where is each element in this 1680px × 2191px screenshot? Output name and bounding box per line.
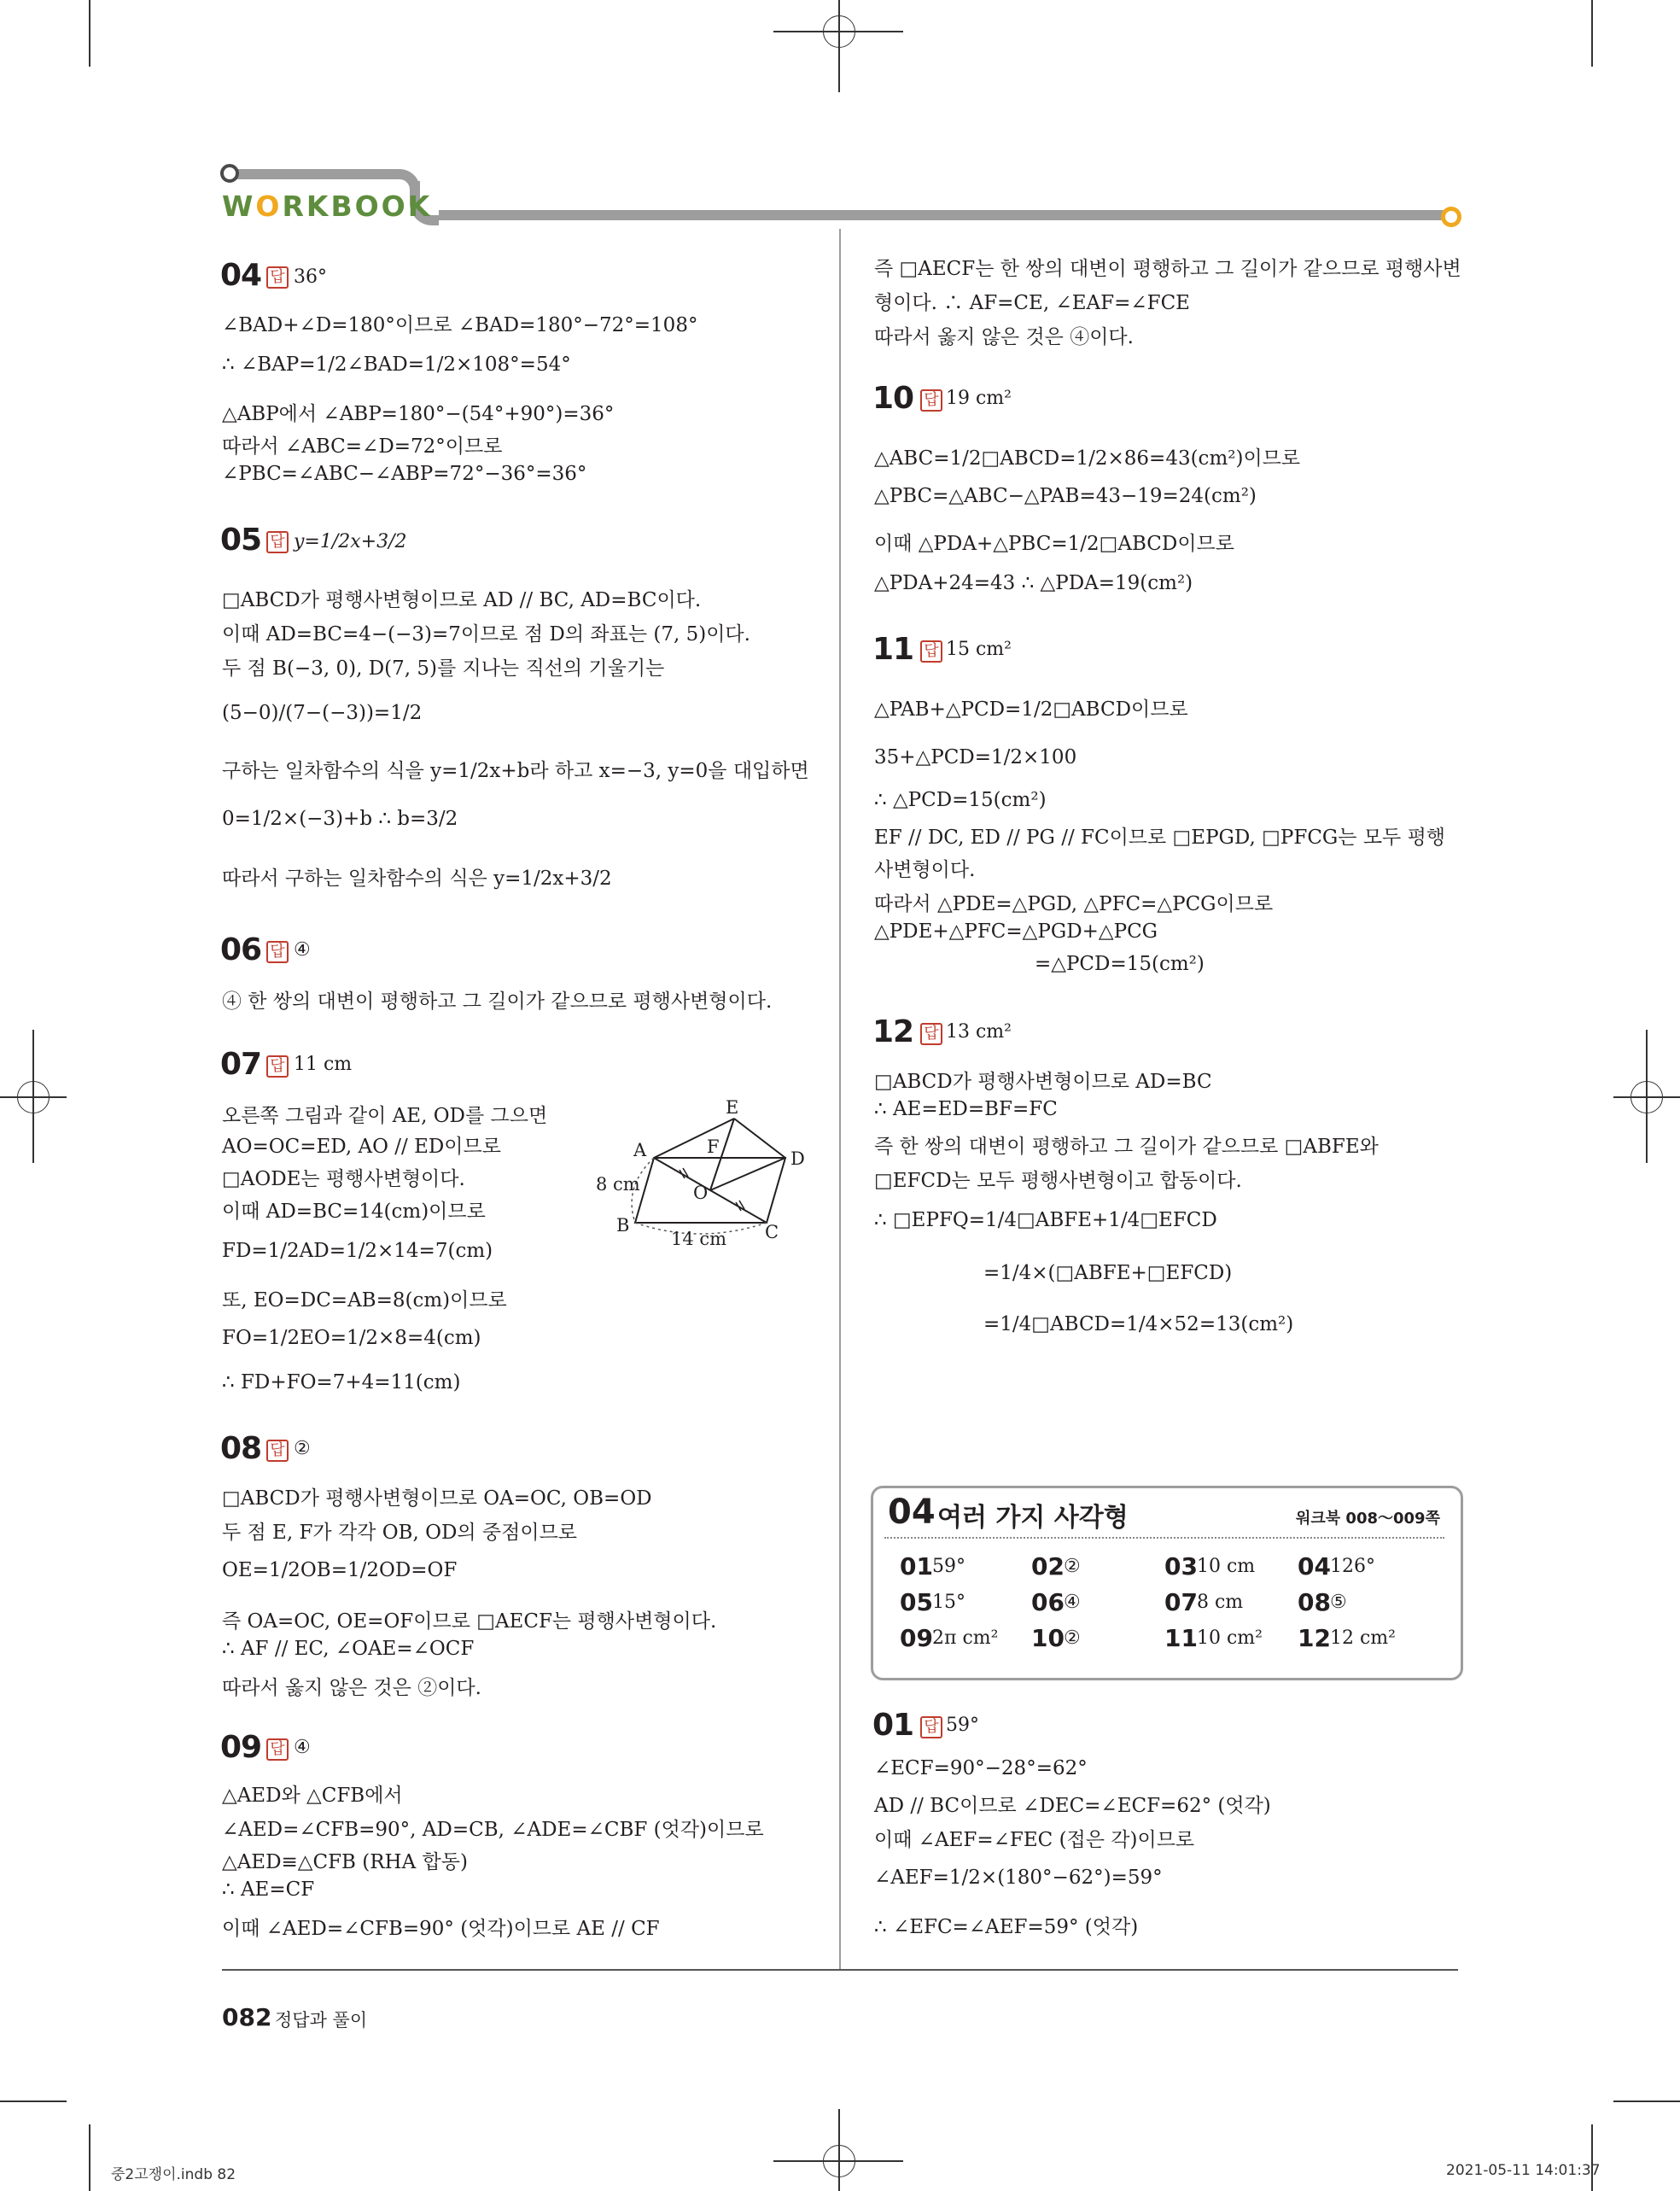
figure-label-B: B bbox=[616, 1215, 630, 1236]
solution-line: 이때 ∠AEF=∠FEC (접은 각)이므로 bbox=[874, 1829, 1195, 1851]
page-label: 정답과 풀이 bbox=[275, 2010, 368, 2030]
solution-line: ∠AED=∠CFB=90°, AD=CB, ∠ADE=∠CBF (엇각)이므로 bbox=[222, 1819, 764, 1841]
solution-line: 이때 AD=BC=4−(−3)=7이므로 점 D의 좌표는 (7, 5)이다. bbox=[222, 623, 750, 646]
solution-line: (5−0)/(7−(−3))=1/2 bbox=[222, 702, 423, 724]
answer-badge: 답 bbox=[266, 1055, 289, 1078]
summary-item-value: ④ bbox=[1064, 1592, 1081, 1613]
answer-badge: 답 bbox=[920, 1716, 942, 1738]
summary-item-value: 59° bbox=[932, 1556, 965, 1577]
solution-line: 따라서 ∠ABC=∠D=72°이므로 bbox=[222, 435, 503, 458]
solution-line: 두 점 B(−3, 0), D(7, 5)를 지나는 직선의 기울기는 bbox=[222, 657, 665, 680]
solution-line: ∠PBC=∠ABC−∠ABP=72°−36°=36° bbox=[222, 463, 587, 485]
problem-number: 04 bbox=[220, 258, 262, 293]
solution-line: 오른쪽 그림과 같이 AE, OD를 그으면 bbox=[222, 1105, 548, 1127]
problem-number: 11 bbox=[872, 632, 914, 667]
solution-line: =△PCD=15(cm²) bbox=[1035, 953, 1205, 975]
registration-mark bbox=[1630, 1081, 1663, 1113]
answer-value: 11 cm bbox=[294, 1054, 353, 1075]
crop-mark bbox=[0, 2100, 67, 2102]
figure-label-F: F bbox=[707, 1136, 720, 1157]
figure-side-length: 8 cm bbox=[596, 1174, 640, 1195]
summary-item-number: 12 bbox=[1298, 1624, 1331, 1652]
summary-item-value: ⑤ bbox=[1330, 1592, 1347, 1613]
summary-section-number: 04 bbox=[888, 1493, 936, 1532]
crop-mark bbox=[1613, 2100, 1680, 2102]
summary-item-value: 2π cm² bbox=[932, 1627, 999, 1649]
summary-item-number: 03 bbox=[1164, 1552, 1198, 1580]
summary-item-value: ② bbox=[1064, 1556, 1081, 1577]
solution-line: 두 점 E, F가 각각 OB, OD의 중점이므로 bbox=[222, 1522, 577, 1544]
solution-line: △PBC=△ABC−△PAB=43−19=24(cm²) bbox=[874, 485, 1257, 507]
summary-item-number: 09 bbox=[900, 1624, 933, 1652]
solution-line: 따라서 옳지 않은 것은 ④이다. bbox=[874, 326, 1134, 348]
column-divider bbox=[839, 229, 841, 1971]
solution-line: ∴ FD+FO=7+4=11(cm) bbox=[222, 1371, 461, 1393]
summary-item-number: 01 bbox=[900, 1552, 933, 1580]
summary-item-number: 05 bbox=[900, 1588, 933, 1616]
crop-mark bbox=[1591, 2124, 1593, 2191]
summary-item-number: 08 bbox=[1298, 1588, 1331, 1616]
figure-label-C: C bbox=[765, 1222, 779, 1242]
solution-line: ∴ □EPFQ=1/4□ABFE+1/4□EFCD bbox=[874, 1209, 1217, 1231]
solution-line: □ABCD가 평행사변형이므로 AD=BC bbox=[874, 1071, 1212, 1093]
solution-line: △PAB+△PCD=1/2□ABCD이므로 bbox=[874, 698, 1188, 721]
answer-value: ② bbox=[294, 1438, 311, 1459]
answer-badge: 답 bbox=[266, 1440, 289, 1462]
answer-badge: 답 bbox=[920, 1023, 942, 1045]
summary-item-value: 12 cm² bbox=[1330, 1627, 1396, 1649]
solution-line: 따라서 구하는 일차함수의 식은 y=1/2x+3/2 bbox=[222, 868, 612, 890]
problem-number: 09 bbox=[220, 1730, 262, 1765]
header-rule bbox=[439, 210, 1450, 220]
problem-number: 12 bbox=[872, 1014, 914, 1049]
summary-item-number: 11 bbox=[1164, 1624, 1198, 1652]
summary-title: 여러 가지 사각형 bbox=[937, 1503, 1129, 1533]
solution-line: □ABCD가 평행사변형이므로 AD // BC, AD=BC이다. bbox=[222, 589, 702, 611]
summary-item-value: 126° bbox=[1330, 1556, 1375, 1577]
problem-number: 01 bbox=[872, 1708, 914, 1743]
summary-item-number: 10 bbox=[1031, 1624, 1065, 1652]
figure-label-D: D bbox=[790, 1148, 805, 1169]
solution-line: 35+△PCD=1/2×100 bbox=[874, 746, 1077, 768]
solution-line: 형이다. ∴ AF=CE, ∠EAF=∠FCE bbox=[874, 292, 1190, 314]
solution-line: ④ 한 쌍의 대변이 평행하고 그 길이가 같으므로 평행사변형이다. bbox=[222, 990, 773, 1013]
solution-line: □EFCD는 모두 평행사변형이고 합동이다. bbox=[874, 1170, 1242, 1192]
answer-badge: 답 bbox=[920, 640, 942, 663]
solution-line: ∴ AF // EC, ∠OAE=∠OCF bbox=[222, 1638, 475, 1660]
summary-page-ref: 워크북 008～009쪽 bbox=[1296, 1510, 1440, 1528]
summary-item-value: 8 cm bbox=[1197, 1592, 1244, 1613]
solution-line: 구하는 일차함수의 식을 y=1/2x+b라 하고 x=−3, y=0을 대입하면 bbox=[222, 760, 809, 782]
summary-item-value: 10 cm bbox=[1197, 1556, 1256, 1577]
figure-base-length: 14 cm bbox=[671, 1229, 727, 1247]
solution-line: 0=1/2×(−3)+b ∴ b=3/2 bbox=[222, 808, 458, 830]
answer-value: 36° bbox=[294, 266, 327, 288]
solution-line: FD=1/2AD=1/2×14=7(cm) bbox=[222, 1240, 493, 1262]
problem-number: 08 bbox=[220, 1431, 262, 1466]
solution-line: △PDE+△PFC=△PGD+△PCG bbox=[874, 920, 1158, 943]
answer-value: ④ bbox=[294, 939, 311, 961]
solution-line: 따라서 △PDE=△PGD, △PFC=△PCG이므로 bbox=[874, 893, 1274, 915]
solution-line: EF // DC, ED // PG // FC이므로 □EPGD, □PFCG는 모두 평행 bbox=[874, 827, 1446, 849]
summary-item-number: 02 bbox=[1031, 1552, 1065, 1580]
solution-line: ∴ AE=ED=BF=FC bbox=[874, 1098, 1058, 1120]
solution-line: 따라서 옳지 않은 것은 ②이다. bbox=[222, 1677, 481, 1699]
solution-line: FO=1/2EO=1/2×8=4(cm) bbox=[222, 1327, 481, 1349]
solution-line: ∴ △PCD=15(cm²) bbox=[874, 789, 1047, 811]
registration-mark bbox=[17, 1081, 50, 1113]
print-slug-timestamp: 2021-05-11 14:01:37 bbox=[1446, 2162, 1601, 2179]
problem-number: 06 bbox=[220, 932, 262, 967]
header-dot-right bbox=[1441, 207, 1461, 227]
figure-label-E: E bbox=[726, 1097, 739, 1118]
solution-line: △AED와 △CFB에서 bbox=[222, 1785, 403, 1807]
solution-line: OE=1/2OB=1/2OD=OF bbox=[222, 1559, 458, 1581]
parallelogram-figure bbox=[589, 1093, 837, 1247]
solution-line: △AED≡△CFB (RHA 합동) bbox=[222, 1851, 468, 1873]
print-slug-file: 중2고쟁이.indb 82 bbox=[111, 2166, 236, 2183]
problem-number: 07 bbox=[220, 1047, 262, 1082]
summary-item-value: 15° bbox=[932, 1592, 965, 1613]
figure-label-A: A bbox=[633, 1140, 647, 1160]
solution-line: 즉 □AECF는 한 쌍의 대변이 평행하고 그 길이가 같으므로 평행사변 bbox=[874, 258, 1461, 280]
footer-rule bbox=[222, 1969, 1458, 1971]
summary-item-number: 04 bbox=[1298, 1552, 1331, 1580]
solution-line: ∠BAD+∠D=180°이므로 ∠BAD=180°−72°=108° bbox=[222, 314, 698, 336]
solution-line: 이때 △PDA+△PBC=1/2□ABCD이므로 bbox=[874, 533, 1234, 555]
answer-badge: 답 bbox=[266, 266, 289, 289]
answer-value: 19 cm² bbox=[946, 388, 1012, 409]
solution-line: ∠ECF=90°−28°=62° bbox=[874, 1757, 1088, 1779]
answer-badge: 답 bbox=[920, 389, 942, 412]
solution-line: =1/4×(□ABFE+□EFCD) bbox=[983, 1262, 1233, 1284]
answer-badge: 답 bbox=[266, 1738, 289, 1761]
solution-line: AO=OC=ED, AO // ED이므로 bbox=[222, 1136, 501, 1158]
answer-value: ④ bbox=[294, 1737, 311, 1758]
summary-item-value: 10 cm² bbox=[1197, 1627, 1263, 1649]
solution-line: ∴ ∠EFC=∠AEF=59° (엇각) bbox=[874, 1916, 1139, 1938]
crop-mark bbox=[89, 2124, 90, 2191]
solution-line: 사변형이다. bbox=[874, 859, 976, 881]
summary-separator bbox=[884, 1537, 1444, 1539]
solution-line: ∴ AE=CF bbox=[222, 1878, 315, 1901]
registration-mark bbox=[823, 2145, 855, 2177]
solution-line: 즉 한 쌍의 대변이 평행하고 그 길이가 같으므로 □ABFE와 bbox=[874, 1136, 1379, 1158]
solution-line: AD // BC이므로 ∠DEC=∠ECF=62° (엇각) bbox=[874, 1795, 1271, 1817]
workbook-title: WORKBOOK bbox=[222, 190, 433, 223]
summary-item-value: ② bbox=[1064, 1627, 1081, 1649]
solution-line: □AODE는 평행사변형이다. bbox=[222, 1168, 465, 1190]
solution-line: ∠AEF=1/2×(180°−62°)=59° bbox=[874, 1867, 1163, 1889]
page-number: 082 bbox=[222, 2003, 272, 2031]
solution-line: △ABP에서 ∠ABP=180°−(54°+90°)=36° bbox=[222, 403, 615, 425]
header-rule bbox=[229, 169, 420, 190]
answer-value: 59° bbox=[946, 1715, 979, 1736]
problem-number: 10 bbox=[872, 381, 914, 416]
answer-value: 13 cm² bbox=[946, 1021, 1012, 1043]
solution-line: 또, EO=DC=AB=8(cm)이므로 bbox=[222, 1289, 507, 1312]
registration-mark bbox=[823, 15, 855, 48]
crop-mark bbox=[1591, 0, 1593, 67]
solution-line: ∴ ∠BAP=1/2∠BAD=1/2×108°=54° bbox=[222, 353, 571, 376]
solution-line: △PDA+24=43 ∴ △PDA=19(cm²) bbox=[874, 572, 1193, 594]
answer-value: 15 cm² bbox=[946, 639, 1012, 660]
answer-badge: 답 bbox=[266, 941, 289, 963]
crop-mark bbox=[89, 0, 90, 67]
solution-line: □ABCD가 평행사변형이므로 OA=OC, OB=OD bbox=[222, 1487, 652, 1510]
answer-badge: 답 bbox=[266, 531, 289, 553]
header-dot-left bbox=[220, 164, 239, 183]
solution-line: 즉 OA=OC, OE=OF이므로 □AECF는 평행사변형이다. bbox=[222, 1610, 717, 1633]
summary-item-number: 06 bbox=[1031, 1588, 1065, 1616]
solution-line: =1/4□ABCD=1/4×52=13(cm²) bbox=[983, 1313, 1294, 1335]
summary-item-number: 07 bbox=[1164, 1588, 1198, 1616]
problem-number: 05 bbox=[220, 523, 262, 558]
solution-line: 이때 ∠AED=∠CFB=90° (엇각)이므로 AE // CF bbox=[222, 1918, 660, 1940]
solution-line: △ABC=1/2□ABCD=1/2×86=43(cm²)이므로 bbox=[874, 447, 1301, 470]
answer-value: y=1/2x+3/2 bbox=[294, 531, 407, 552]
solution-line: 이때 AD=BC=14(cm)이므로 bbox=[222, 1201, 486, 1223]
figure-label-O: O bbox=[693, 1183, 709, 1203]
